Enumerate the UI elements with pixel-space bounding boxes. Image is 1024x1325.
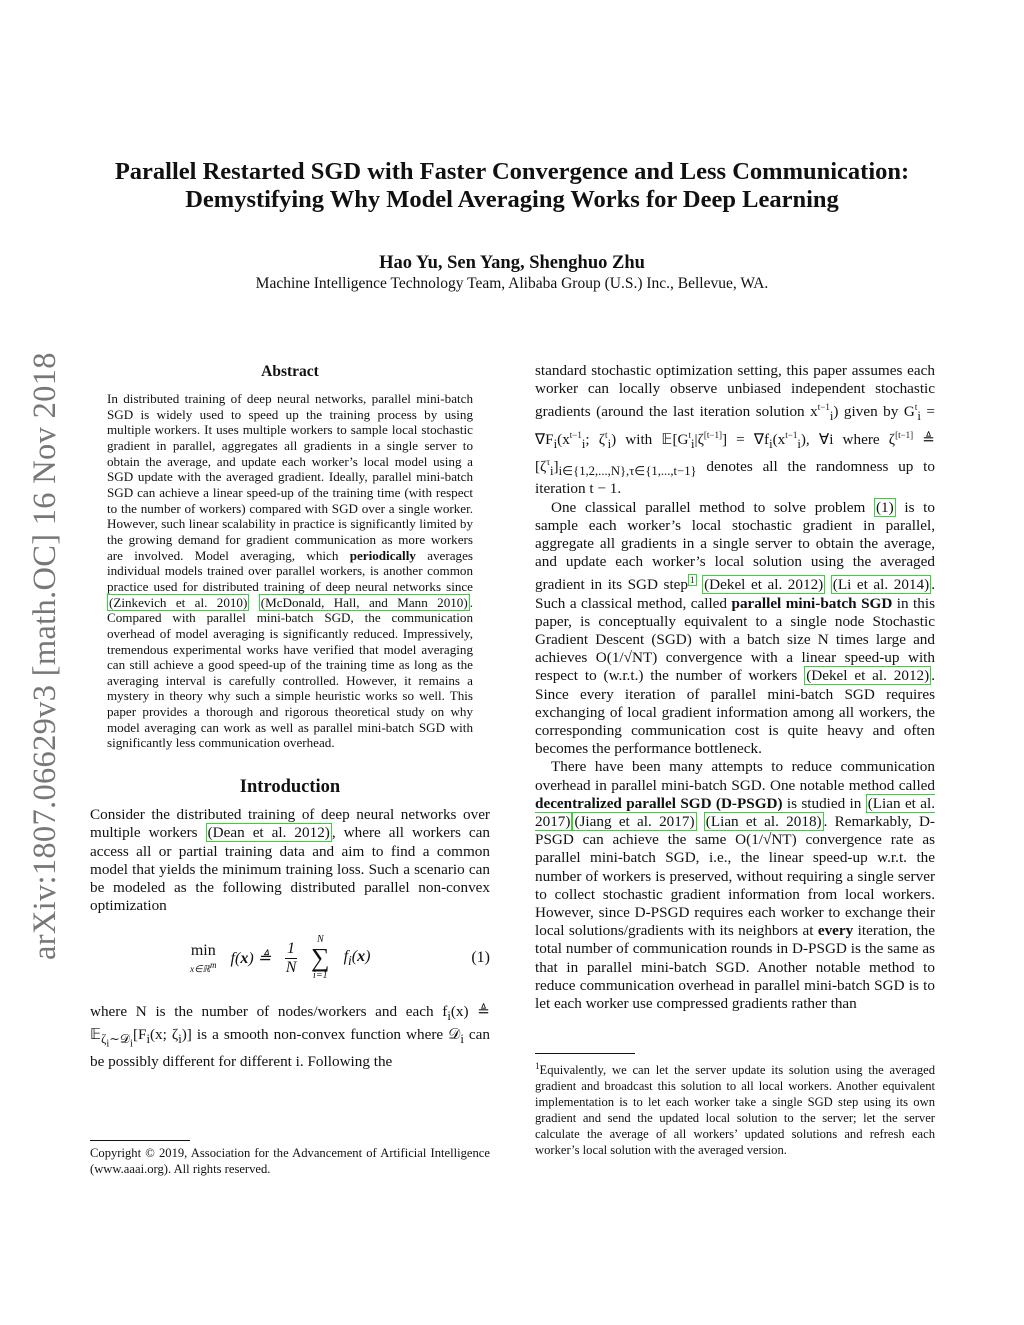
copyright-text: Copyright © 2019, Association for the Advancement of Artificial Intelligence (www.aaai.org). All rights reserved. (90, 1146, 490, 1176)
intro2-text: (x; ζ (149, 1025, 179, 1043)
abstract-part-c: . Compared with parallel mini-batch SGD, the communication overhead of model averaging is significantly reduced. Impressively, tremendous experimental works have verified that model averaging can still achieve a good speed-up of the training time as long as the averaging interval is carefully controlled. However, it remains a mystery in theory why such a simple heuristic works so well. This paper provides a thorough and rigorous theoretical study on why model averaging can work as well as parallel mini-batch SGD with significantly less communication overhead. (107, 594, 473, 751)
equation-body (190, 934, 370, 982)
abstract-text (107, 391, 473, 751)
right-text: (x (557, 430, 570, 448)
footnote-rule (535, 1053, 635, 1054)
term-bold: parallel mini-batch SGD (731, 594, 893, 612)
right-text: ≜ [ζ (535, 430, 936, 476)
eq-min-operator: min x∈ℝ$^m$ (190, 941, 217, 975)
right-text: (x (772, 430, 786, 448)
right-text: = ∇F (535, 403, 935, 448)
footnote (535, 1053, 935, 1158)
abstract-part-b: averages individual models trained over parallel workers, is another common practice used for distributed training of deep neural networks since (107, 547, 473, 594)
term-bold: decentralized parallel SGD (D-PSGD) (535, 794, 783, 812)
copyright-notice (90, 1140, 490, 1177)
right-text: iteration, the total number of communication rounds in D-PSGD is the same as that in parallel mini-batch SGD. Another notable method to reduce communication overhead in parallel mini-batch SGD is to let each worker use compressed gradients rather than (535, 922, 935, 1013)
right-text: |ζ (694, 430, 704, 448)
citation-link[interactable]: (Dekel et al. 2012) (806, 667, 930, 685)
right-text: standard stochastic optimization setting, this paper assumes each worker can locally observe unbiased independent stochastic gradients (around the last iteration solution x (535, 362, 935, 421)
right-text: . Since every iteration of parallel mini-batch SGD requires exchanging of local gradient information among all workers, the corresponding communication cost is quite heavy and often becomes the performance bottleneck. (535, 667, 935, 758)
arxiv-stamp: arXiv:1807.06629v3 [math.OC] 16 Nov 2018 (27, 352, 63, 960)
footnote-rule (90, 1140, 190, 1141)
right-text: in this paper, is conceptually equivalent to a single node Stochastic Gradient Descent (SGD) with a batch size N times large and achieves O(1/√NT) convergence with a linear speed-up with respect to (w.r.t.) the number of workers (535, 594, 935, 685)
right-column (535, 362, 935, 1013)
equation-ref-link[interactable]: (1) (876, 498, 894, 516)
section-heading-introduction: Introduction (239, 777, 341, 798)
right-text: ) with 𝔼[G (611, 430, 689, 448)
intro-text-b: , where all workers can access all or partial training data and aim to find a common model that yields the minimum training loss. Such a scenario can be modeled as the following distributed parallel non-convex optimization (90, 824, 490, 915)
citation-link[interactable]: (Dekel et al. 2012) (704, 576, 824, 594)
citation-link[interactable]: (Dean et al. 2012) (207, 824, 330, 842)
footnote-body: Equivalently, we can let the server update its solution using the averaged gradient and broadcast this solution to all local workers. Another equivalent implementation is to let each worker take a single SGD step using its own gradient and send the updated local solution to the server; let the server calculate the average of all workers’ updated solutions and refresh each worker’s local solution with the averaged version. (535, 1063, 935, 1158)
citation-link[interactable]: (Lian et al. 2018) (705, 813, 822, 831)
right-text: ), ∀i where ζ (800, 430, 896, 448)
footnote-text (535, 1058, 935, 1158)
intro2-text: (x) ≜ 𝔼 (90, 1003, 490, 1043)
intro2-text: can be possibly different for different i. Following the (90, 1025, 490, 1071)
title-line-1: Parallel Restarted SGD with Faster Convergence and Less Communication: (114, 158, 910, 185)
eq-sum: N ∑ i=1 (311, 934, 330, 982)
equation-number: (1) (471, 949, 490, 967)
right-paragraph-2 (535, 758, 935, 1013)
right-text: ) given by G (833, 403, 915, 421)
footnote-mark: 1 (535, 1061, 540, 1071)
abstract-part-a: In distributed training of deep neural networks, parallel mini-batch SGD is widely used to speed up the training process by using multiple workers. It uses multiple workers to sample local stochastic gradient in parallel, aggregates all gradients in a single server to obtain the average, and update each worker’s local model using a SGD update with the averaged gradient. Ideally, parallel mini-batch SGD can achieve a linear speed-up of the training time (with respect to the number of workers) compared with SGD over a single worker. However, such linear scalability in practice is significantly limited by the growing demand for gradient communication as more workers are involved. Model averaging, which (107, 391, 473, 563)
right-text: ] (553, 458, 559, 476)
eq-lhs: f(x) ≜ (230, 950, 272, 968)
intro-paragraph-2: where N is the number of nodes/workers and each $f_i(x)$ ≜ $𝔼_{\zeta_i\sim 𝒟_i}[F_i(x$; $\zeta_i$)] is a smooth non-convex function where 𝒟$_i$ can be possibly different for different i. Following the (90, 1003, 490, 1071)
eq-rhs: $f_i(x)$ (343, 947, 371, 968)
right-text: There have been many attempts to reduce communication overhead in parallel mini-batch SGD. One notable method called (535, 758, 935, 794)
right-paragraph-1 (535, 499, 935, 759)
footnote-link[interactable]: 1 (690, 575, 695, 586)
author-list: Hao Yu, Sen Yang, Shenghuo Zhu (379, 253, 645, 273)
right-text: denotes all the randomness up to iteration t − 1. (535, 458, 935, 498)
right-text: . Such a classical method, called (535, 576, 935, 612)
term-bold: every (817, 922, 854, 940)
eq-fraction: $\frac{1}{N}$ (285, 939, 297, 976)
right-text: is studied in (782, 794, 866, 812)
right-text: ] = ∇f (721, 430, 770, 448)
title-line-2: Demystifying Why Model Averaging Works for Deep Learning (185, 186, 839, 213)
intro2-text: where N is the number of nodes/workers and each f (90, 1003, 448, 1021)
citation-link[interactable]: (Zinkevich et al. 2010) (109, 594, 248, 610)
citation-link[interactable]: (Li et al. 2014) (832, 576, 930, 594)
right-text: One classical parallel method to solve problem (551, 498, 874, 516)
right-text: ; ζ (585, 430, 606, 448)
intro2-text: )] is a smooth non-convex function where 𝒟 (181, 1025, 461, 1043)
abstract-heading: Abstract (261, 363, 319, 380)
right-text: is to sample each worker’s local stochastic gradient in parallel, aggregate all gradients in a single server to obtain the average, and update each worker’s local solution using the averaged gradient in its SGD step (535, 498, 935, 594)
citation-link[interactable]: (McDonald, Hall, and Mann 2010) (260, 594, 468, 610)
right-paragraph-0: standard stochastic optimization setting, this paper assumes each worker can locally observe unbiased independent stochastic gradients (around the last iteration solution $x^{t-1}_i$) given by $G^t_i = \nabla F_i(x^{t-1}_i$; $\zeta^t_i$) with $𝔼[G^t_i|\zeta[t-1]] = \nabla f_i(x^{t-1}_i)$, ∀i where ζ[t−1] ≜ $[\zeta^\tau_i]_{i\in\{1,2,...,N\},\tau\in\{1,...,t-1\}}$ denotes all the randomness up to iteration t − 1. (535, 362, 936, 498)
intro-text-a: Consider the distributed training of deep neural networks over multiple workers (90, 806, 490, 842)
right-text: . Remarkably, D-PSGD can achieve the same O(1/√NT) convergence rate as parallel mini-batch SGD, i.e., the linear speed-up w.r.t. the number of workers is preserved, without requiring a single server to collect stochastic gradient information from local workers. However, since D-PSGD requires each worker to exchange their local solutions/gradients with its neighbors at (535, 813, 935, 940)
citation-link[interactable]: (Lian et al. 2017) (535, 794, 935, 831)
intro-paragraph (90, 806, 490, 915)
equation-1 (90, 933, 490, 983)
abstract-bold: periodically (349, 547, 416, 563)
left-column (90, 362, 490, 1072)
paper-title (80, 158, 944, 214)
citation-link[interactable]: (Jiang et al. 2017) (574, 813, 695, 831)
affiliation: Machine Intelligence Technology Team, Alibaba Group (U.S.) Inc., Bellevue, WA. (255, 275, 769, 292)
intro2-text: [F (132, 1025, 147, 1043)
